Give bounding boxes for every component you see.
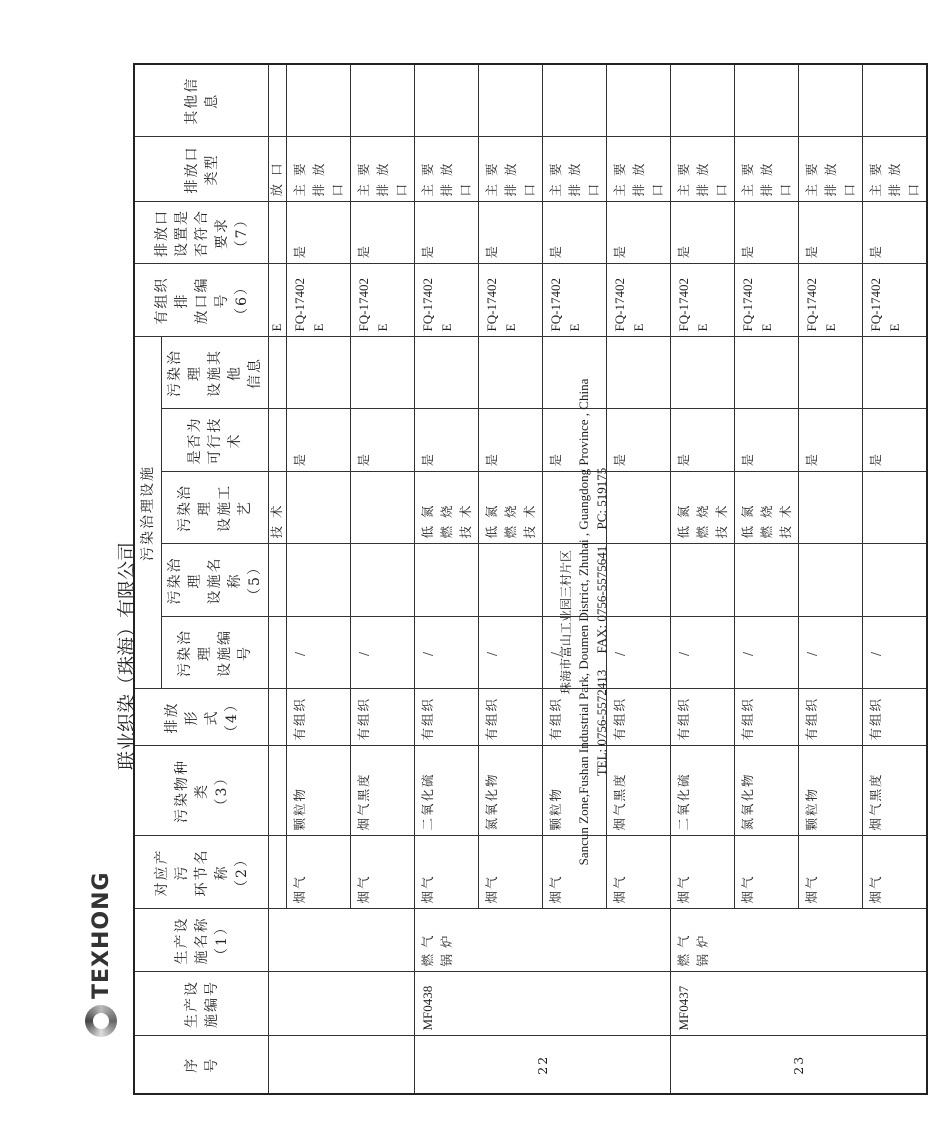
outlet-id-text: FQ-17402E [740,278,774,332]
ctrl-tech-cell: 低氮燃烧技术 [415,472,479,544]
ctrl-id-cell: / [415,617,479,689]
ctrl-other-cell [863,337,928,409]
ctrl-other-cell [479,337,543,409]
header-pollutant: 污染物种类 （3） [134,746,269,836]
compliant-cell: 是 [351,202,415,264]
outlet-type-cell: 主要排放口 [479,137,543,202]
ctrl-id-cell: / [735,617,799,689]
header-seq: 序 号 [134,1036,269,1094]
emission-mode-cell: 有组织 [607,689,671,746]
ctrl-id-cell [269,617,287,689]
outlet-type-cell: 放口 [269,137,287,202]
header-facility-name: 生产设 施名称 （1） [134,909,269,972]
compliant-cell: 是 [735,202,799,264]
ctrl-name-cell [735,544,799,617]
outlet-type-cell: 主要排放口 [671,137,735,202]
outlet-id-text: FQ-17402E [612,278,646,332]
ctrl-name-cell [799,544,863,617]
facility-name-cell: 燃气锅炉 [415,909,671,972]
ctrl-id-cell: / [863,617,928,689]
feasible-cell: 是 [287,409,351,472]
outlet-type-cell: 主要排放口 [287,137,351,202]
seq-cell [269,1036,415,1094]
table-row [269,64,287,1094]
emission-mode-cell: 有组织 [479,689,543,746]
outlet-type-cell: 主要排放口 [735,137,799,202]
outlet-id-cell [543,264,607,337]
feasible-cell: 是 [351,409,415,472]
other-info-cell [351,64,415,137]
footer-pc: PC: 519175 [594,467,609,530]
header-ctrl-tech: 污染治理 设施工艺 [162,472,269,544]
ctrl-name-cell [351,544,415,617]
outlet-id-text: FQ-17402E [868,278,902,332]
ctrl-name-cell [479,544,543,617]
pollutant-cell: 氮氧化物 [735,746,799,836]
process-cell: 烟气 [799,836,863,909]
outlet-id-cell [269,264,287,337]
other-info-cell [287,64,351,137]
feasible-cell: 是 [543,409,607,472]
feasible-cell: 是 [671,409,735,472]
feasible-cell: 是 [799,409,863,472]
other-info-cell [415,64,479,137]
compliant-cell: 是 [415,202,479,264]
outlet-id-cell [479,264,543,337]
compliant-cell: 是 [863,202,928,264]
pollutant-cell: 烟气黑度 [607,746,671,836]
ctrl-name-cell [269,544,287,617]
feasible-cell: 是 [735,409,799,472]
process-cell: 烟气 [415,836,479,909]
ctrl-id-cell: / [351,617,415,689]
outlet-id-text: FQ-17402E [356,278,390,332]
ctrl-tech-cell [287,472,351,544]
header-group-treatment: 污染治理设施 [134,337,162,689]
company-name: 联业织染（珠海）有限公司 [116,541,138,770]
header-compliant: 排放口 设置是 否符合 要求（7） [134,202,269,264]
process-cell: 烟气 [863,836,928,909]
feasible-cell: 是 [479,409,543,472]
pollutant-cell: 氮氧化物 [479,746,543,836]
other-info-cell [671,64,735,137]
outlet-type-cell: 主要排放口 [607,137,671,202]
compliant-cell: 是 [671,202,735,264]
page-footer [557,372,611,872]
pollutant-cell [269,746,287,836]
outlet-type-cell: 主要排放口 [415,137,479,202]
process-cell: 烟气 [479,836,543,909]
process-cell: 烟气 [287,836,351,909]
facility-name-cell: 燃气锅炉 [671,909,928,972]
emission-mode-cell: 有组织 [799,689,863,746]
pollutant-cell: 颗粒物 [287,746,351,836]
ctrl-name-cell [863,544,928,617]
pollutant-cell: 二氧化硫 [671,746,735,836]
emission-mode-cell: 有组织 [863,689,928,746]
outlet-id-text: FQ-17402E [548,278,582,332]
emission-mode-cell: 有组织 [543,689,607,746]
feasible-cell [269,409,287,472]
facility-id-cell [269,972,415,1036]
ctrl-tech-cell [799,472,863,544]
other-info-cell [543,64,607,137]
emission-mode-cell: 有组织 [735,689,799,746]
process-cell: 烟气 [735,836,799,909]
other-info-cell [479,64,543,137]
table-row [415,64,479,1094]
logo-ring-icon [85,1005,117,1037]
ctrl-tech-cell: 低氮燃烧技术 [735,472,799,544]
ctrl-name-cell [287,544,351,617]
table-row [671,64,735,1094]
outlet-id-cell [415,264,479,337]
outlet-id-cell [607,264,671,337]
texhong-logo [85,871,117,1037]
header-ctrl-other: 污染治理 设施其他 信息 [162,337,269,409]
outlet-id-cell [671,264,735,337]
ctrl-name-cell [415,544,479,617]
feasible-cell: 是 [415,409,479,472]
outlet-id-text: FQ-17402E [804,278,838,332]
ctrl-name-cell [671,544,735,617]
other-info-cell [269,64,287,137]
emission-mode-cell: 有组织 [287,689,351,746]
footer-fax: FAX: 0756-5575641 [594,545,609,654]
logo-text: TEXHONG [88,871,114,999]
header-other: 其他信息 [134,64,269,137]
seq-cell: 22 [415,1036,671,1094]
header-outlet-type: 排放口 类型 [134,137,269,202]
header-outlet-id: 有组织排 放口编号 （6） [134,264,269,337]
process-cell: 烟气 [351,836,415,909]
outlet-type-cell: 主要排放口 [543,137,607,202]
outlet-type-cell: 主要排放口 [799,137,863,202]
pollutant-cell: 烟气黑度 [863,746,928,836]
ctrl-id-cell: / [543,617,607,689]
other-info-cell [607,64,671,137]
header-process: 对应产污 环节名称 （2） [134,836,269,909]
ctrl-tech-cell: 技术 [269,472,287,544]
outlet-id-cell [799,264,863,337]
ctrl-id-cell: / [799,617,863,689]
outlet-id-text: FQ-17402E [420,278,454,332]
ctrl-tech-cell: 低氮燃烧技术 [479,472,543,544]
ctrl-other-cell [287,337,351,409]
header-mode: 排放形 式（4） [134,689,269,746]
header-feasible: 是否为 可行技 术 [162,409,269,472]
facility-id-cell: MF0438 [415,972,671,1036]
compliant-cell [269,202,287,264]
outlet-id-cell [863,264,928,337]
ctrl-other-cell [269,337,287,409]
other-info-cell [863,64,928,137]
ctrl-other-cell [671,337,735,409]
footer-address-en: Sancun Zone,Fushan Industrial Park, Doumen District, Zhuhai , Guangdong Province , China [576,378,591,866]
emission-mode-cell: 有组织 [415,689,479,746]
ctrl-other-cell [351,337,415,409]
seq-cell: 23 [671,1036,928,1094]
ctrl-other-cell [415,337,479,409]
feasible-cell: 是 [607,409,671,472]
process-cell: 烟气 [671,836,735,909]
ctrl-id-cell: / [671,617,735,689]
footer-tel: TEL: 0756-5572413 [594,669,609,777]
ctrl-id-cell: / [287,617,351,689]
compliant-cell: 是 [479,202,543,264]
ctrl-id-cell: / [479,617,543,689]
emission-facility-table [133,63,928,1095]
outlet-type-cell: 主要排放口 [863,137,928,202]
footer-address-cn: 珠海市富山工业园三村片区 [559,550,573,695]
emission-mode-cell: 有组织 [671,689,735,746]
emission-mode-cell: 有组织 [351,689,415,746]
ctrl-other-cell [799,337,863,409]
ctrl-other-cell [607,337,671,409]
compliant-cell: 是 [607,202,671,264]
outlet-id-cell [287,264,351,337]
ctrl-id-cell: / [607,617,671,689]
outlet-id-text: E [269,323,284,332]
other-info-cell [799,64,863,137]
emission-mode-cell [269,689,287,746]
feasible-cell: 是 [863,409,928,472]
ctrl-tech-cell: 低氮燃烧技术 [671,472,735,544]
process-cell: 烟气 [607,836,671,909]
header-ctrl-id: 污染治理 设施编号 [162,617,269,689]
pollutant-cell: 二氧化硫 [415,746,479,836]
facility-name-cell [269,909,415,972]
other-info-cell [735,64,799,137]
ctrl-other-cell [735,337,799,409]
pollutant-cell: 烟气黑度 [351,746,415,836]
ctrl-tech-cell [351,472,415,544]
outlet-id-text: FQ-17402E [292,278,326,332]
pollutant-cell: 颗粒物 [543,746,607,836]
ctrl-tech-cell [607,472,671,544]
compliant-cell: 是 [287,202,351,264]
outlet-id-cell [735,264,799,337]
outlet-id-text: FQ-17402E [484,278,518,332]
outlet-type-cell: 主要排放口 [351,137,415,202]
header-facility-id: 生产设 施编号 [134,972,269,1036]
process-cell: 烟气 [543,836,607,909]
pollutant-cell: 颗粒物 [799,746,863,836]
ctrl-tech-cell [863,472,928,544]
process-cell [269,836,287,909]
footer-contact [593,372,611,872]
compliant-cell: 是 [543,202,607,264]
header-ctrl-name: 污染治理 设施名称 （5） [162,544,269,617]
outlet-id-text: FQ-17402E [676,278,710,332]
outlet-id-cell [351,264,415,337]
ctrl-name-cell [607,544,671,617]
compliant-cell: 是 [799,202,863,264]
facility-id-cell: MF0437 [671,972,928,1036]
